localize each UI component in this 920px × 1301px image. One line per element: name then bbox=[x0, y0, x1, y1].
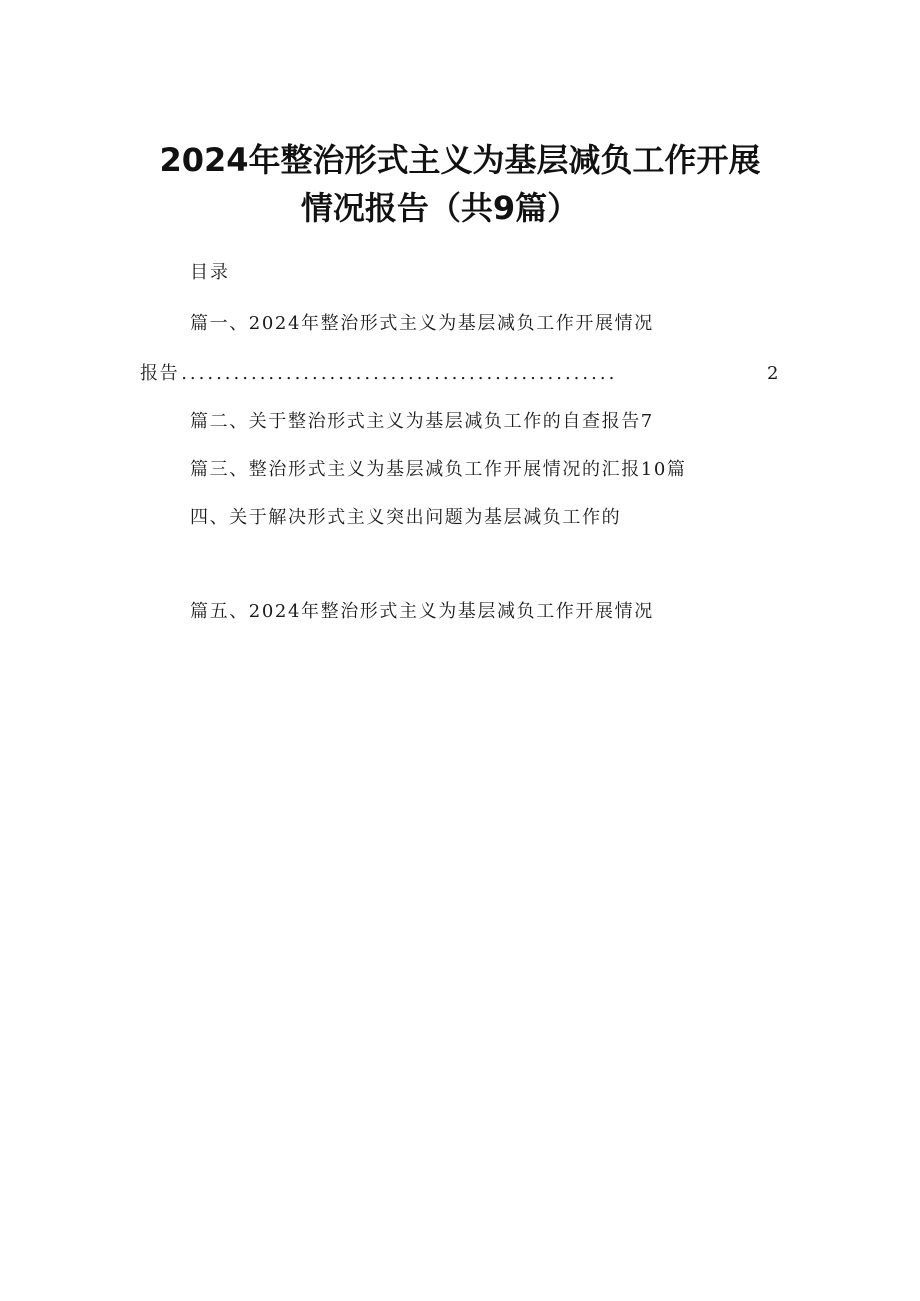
toc-dot-leader: .................................................. bbox=[181, 363, 618, 384]
toc-entry-1-page-number: 2 bbox=[766, 363, 780, 384]
toc-heading: 目录 bbox=[190, 262, 230, 283]
toc-entry-5: 篇五、2024年整治形式主义为基层减负工作开展情况 bbox=[190, 601, 654, 622]
toc-entry-1-line-1: 篇一、2024年整治形式主义为基层减负工作开展情况 bbox=[190, 313, 654, 334]
toc-entry-1-line-2 bbox=[140, 361, 780, 387]
toc-entry-4: 四、关于解决形式主义突出问题为基层减负工作的 bbox=[190, 507, 622, 528]
document-title-line-2: 情况报告（共9篇） bbox=[300, 189, 580, 227]
toc-entry-2: 篇二、关于整治形式主义为基层减负工作的自查报告7 bbox=[190, 411, 654, 432]
document-title-line-1: 2024年整治形式主义为基层减负工作开展 bbox=[159, 141, 761, 179]
toc-entry-3: 篇三、整治形式主义为基层减负工作开展情况的汇报10篇 bbox=[190, 459, 687, 480]
toc-entry-1-text: 报告 bbox=[140, 363, 180, 384]
